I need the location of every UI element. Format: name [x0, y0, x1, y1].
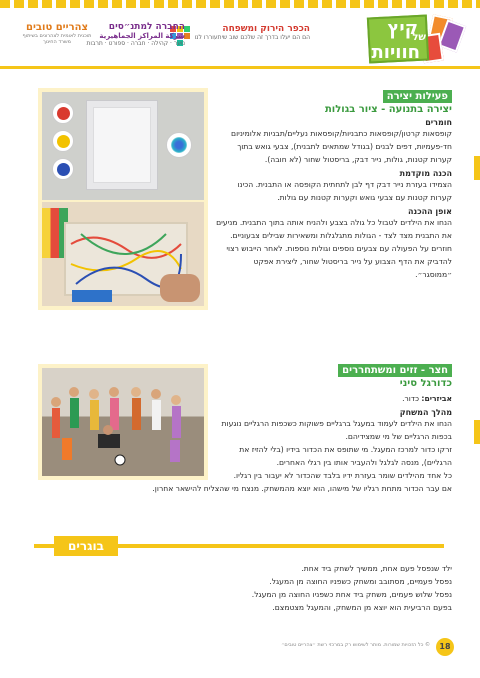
- good-afternoon-logo: צהריים טובים תוכנית לאומית לצהרונים בשיתוף משרד החינוך: [22, 22, 92, 45]
- art-activity-tag: פעילות יצירה: [383, 90, 452, 103]
- yard-game-title: כדורגל סיני: [399, 378, 452, 389]
- blue-paint-cup: [52, 158, 74, 180]
- materials-heading: חומרים: [425, 118, 452, 127]
- game-course-heading: מהלך המשחק: [399, 408, 452, 417]
- game-course-text-2: זרקו כדור למרכז המעגל. מי שתופס את הכדור בידיו (בלי להזיז את הרגליים), מנסה לגלגל ולהעביר אותו בין רגלי האחרים.: [239, 445, 452, 467]
- seniors-tag: בוגרים: [54, 536, 118, 556]
- logo-text-kayitz: קיץ: [387, 18, 418, 39]
- game-course-text-1: הנחו את הילדים לעמוד במעגל ברגליים פשוקות כשכפות הרגליים נוגעות בכפות הרגליים של מי שמצידיהם.: [221, 419, 452, 441]
- top-decorative-bar: [0, 0, 480, 8]
- materials-text: קופסאות קרטון/קופסאות כתבניות/קופסאות נעליים/תבניות אלומיניום חד-פעמיות, דפים לבנים (בגודל שמתאים לתבנית), צבעי גואש בתוך קערות קטנות, גולות, נייר דבק, בריסטול שחור (לא חובה).: [231, 129, 452, 164]
- preparation-heading: הכנה מוקדמת: [399, 169, 452, 178]
- logo-text-havayot: חוויות: [371, 42, 420, 63]
- seniors-line-2: נפסל פעמיים, מסתובב ומשחק כשפניו החוצה מן המעגל.: [269, 577, 452, 586]
- seniors-banner: [34, 536, 444, 556]
- art-activity-section: [216, 84, 452, 281]
- seniors-line-1: ילד שנפסל פעם אחת, ממשיך לשחק ביד אחת.: [301, 564, 452, 573]
- side-mark-top: [474, 156, 480, 180]
- page-number: 18: [436, 638, 454, 656]
- art-activity-photos: [38, 88, 208, 310]
- seniors-line-3: נפסל שלוש פעמים, משחק ביד אחת כשפניו החוצה מן המעגל.: [251, 590, 452, 599]
- equipment-line: [216, 392, 452, 405]
- equipment-label: אביזרים:: [421, 394, 452, 403]
- summer-of-experiences-logo: [350, 12, 468, 62]
- game-course-text-4: אם עבר הכדור מתחת רגליו של מישהו, הוא יוצא מהמשחק. מנצח מי שהצליח להישאר אחרון.: [152, 484, 452, 493]
- child-hand: [160, 274, 200, 302]
- paint-tray-photo: [42, 92, 204, 200]
- yellow-paint-cup: [52, 130, 74, 152]
- yard-game-section: [32, 358, 452, 495]
- header-divider: [0, 66, 480, 69]
- marble-painting-photo: [42, 202, 204, 306]
- art-activity-title: יצירה בתנועה - ציור בגולות: [324, 104, 452, 115]
- footer-copyright: © כל הזכויות שמורות. מותר לשימוש רק במרכזי רשת ״צהריים טובים״: [281, 642, 430, 648]
- page-footer: [0, 634, 480, 660]
- red-paint-cup: [52, 102, 74, 124]
- page-header: [0, 8, 480, 66]
- logo-text-shel: של: [412, 32, 426, 43]
- partner-logo-green-village: הכפר הירוק ומשפחה הם הם יעלו בדרך זה שלכם שוב שיתעוררו לנו: [194, 24, 310, 41]
- seniors-section: [32, 562, 452, 614]
- aluminum-tray: [86, 100, 158, 190]
- marbles-bowl: [166, 132, 192, 158]
- partner-logo-matnasim: החברה למתנ״סים شركة المراكز الجماهيرية נוער · קהילה · חברה · ספורט · תרבות: [86, 22, 185, 47]
- method-text: הנחו את הילדים לטבול כל גולה בצבע ולהניח אותה בתוך התבנית. מניעים את התבנית מצד לצד - הגולות מתגלגלות ומשאירות שבילים צבעוניים. חוזרים על הפעולה עם צבעים נוספים וגולות נוספות. לאחר הייבוש רצוי להדביק את הדף הצבוע על נייר בריסטול שחור, ליצירת אפקט ״ממוסגר״.: [216, 218, 452, 279]
- equipment-value: כדור.: [402, 394, 419, 403]
- side-mark-bottom: [474, 420, 480, 444]
- cereal-box-edge: [72, 290, 112, 302]
- method-heading: אופן ההכנה: [407, 207, 452, 216]
- seniors-line-4: בפעם הרביעית הוא יוצא מן המשחק, והמעגל מצטמצם.: [272, 603, 452, 612]
- yard-game-tag: חצר - זזים ומשתחררים: [338, 364, 452, 377]
- game-course-text-3: כל אחד מהילדים שומר בעזרת ידיו בלבד שהכדור לא יעבור בין רגליו.: [233, 471, 452, 480]
- preparation-text: הצמידו בעזרת נייר דבק דף לבן לתחתית הקופסה או התבנית. הכינו קערות קטנות עם צבעי גואש וקערות קטנות עם גולות.: [237, 180, 452, 202]
